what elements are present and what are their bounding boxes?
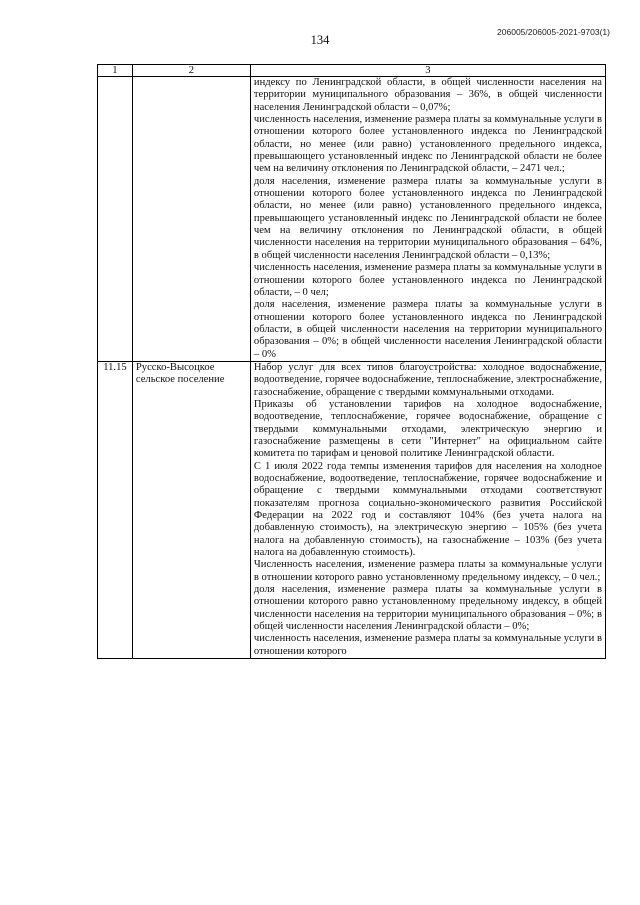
- row-description: [250, 77, 605, 362]
- column-header-3: 3: [250, 65, 605, 77]
- column-header-2: 2: [132, 65, 250, 77]
- settlement-name: [132, 77, 250, 362]
- paragraph: доля населения, изменение размера платы за коммунальные услуги в отношении которого более установленного индекса по Ленинградской области, в общей численности населения на территории муниципального образования – 0%; в общей численности населения Ленинградской области – 0%: [253, 299, 602, 360]
- tariff-table: [97, 64, 606, 659]
- row-number: [98, 77, 133, 362]
- table-header-row: [98, 65, 606, 77]
- paragraph: индексу по Ленинградской области, в общей численности населения на территории муниципального образования – 36%, в общей численности населения Ленинградской области – 0,07%;: [253, 77, 602, 113]
- page-number: 134: [310, 33, 330, 47]
- paragraph: доля населения, изменение размера платы за коммунальные услуги в отношении которого равно установленному предельному индексу, в общей численности населения на территории муниципального образования – 0%; в общей численности населения Ленинградской области – 0%;: [253, 584, 602, 633]
- row-description: [250, 361, 605, 658]
- table-row: [98, 77, 606, 362]
- settlement-name: Русско-Высоцкое сельское поселение: [132, 361, 250, 658]
- paragraph: доля населения, изменение размера платы за коммунальные услуги в отношении которого более установленного индекса по Ленинградской области, но менее (или равно) установленного предельного индекса, превышающего установленный индекс по Ленинградской области не более чем на величину отклонения по Ленинградской области, в общей численности населения на территории муниципального образования – 64%, в общей численности населения Ленинградской области – 0,13%;: [253, 175, 602, 261]
- paragraph: Численность населения, изменение размера платы за коммунальные услуги в отношении которого равно установленному предельному индексу, – 0 чел.;: [253, 559, 602, 583]
- paragraph: С 1 июля 2022 года темпы изменения тарифов для населения на холодное водоснабжение, водоотведение, теплоснабжение, горячее водоснабжение и обращение с твердыми коммунальными отходами соответствуют показателям прогноза социально-экономического развития Российской Федерации на 2022 год и составляют 104% (без учета налога на добавленную стоимость), на электрическую энергию – 105% (без учета налога на добавленную стоимость), на газоснабжение – 103% (без учета налога на добавленную стоимость).: [253, 460, 602, 559]
- table-row: [98, 361, 606, 658]
- paragraph: численность населения, изменение размера платы за коммунальные услуги в отношении которого более установленного индекса по Ленинградской области, но менее (или равно) установленного предельного индекса, превышающего установленный индекс по Ленинградской области не более чем на величину отклонения по Ленинградской области, – 2471 чел.;: [253, 114, 602, 175]
- paragraph: численность населения, изменение размера платы за коммунальные услуги в отношении которого: [253, 633, 602, 657]
- document-id: 206005/206005-2021-9703(1): [497, 27, 610, 37]
- paragraph: Набор услуг для всех типов благоустройства: холодное водоснабжение, водоотведение, горячее водоснабжение, теплоснабжение, электроснабжение, газоснабжение, обращение с твердыми коммунальными отходами.: [253, 361, 602, 398]
- paragraph: численность населения, изменение размера платы за коммунальные услуги в отношении которого более установленного индекса по Ленинградской области, – 0 чел;: [253, 262, 602, 298]
- row-number: 11.15: [98, 361, 133, 658]
- column-header-1: 1: [98, 65, 133, 77]
- paragraph: Приказы об установлении тарифов на холодное водоснабжение, водоотведение, теплоснабжение, горячее водоснабжение, обращение с твердыми коммунальными отходами, электрическую энергию и газоснабжение размещены в сети "Интернет" на официальном сайте комитета по тарифам и ценовой политике Ленинградской области.: [253, 398, 602, 460]
